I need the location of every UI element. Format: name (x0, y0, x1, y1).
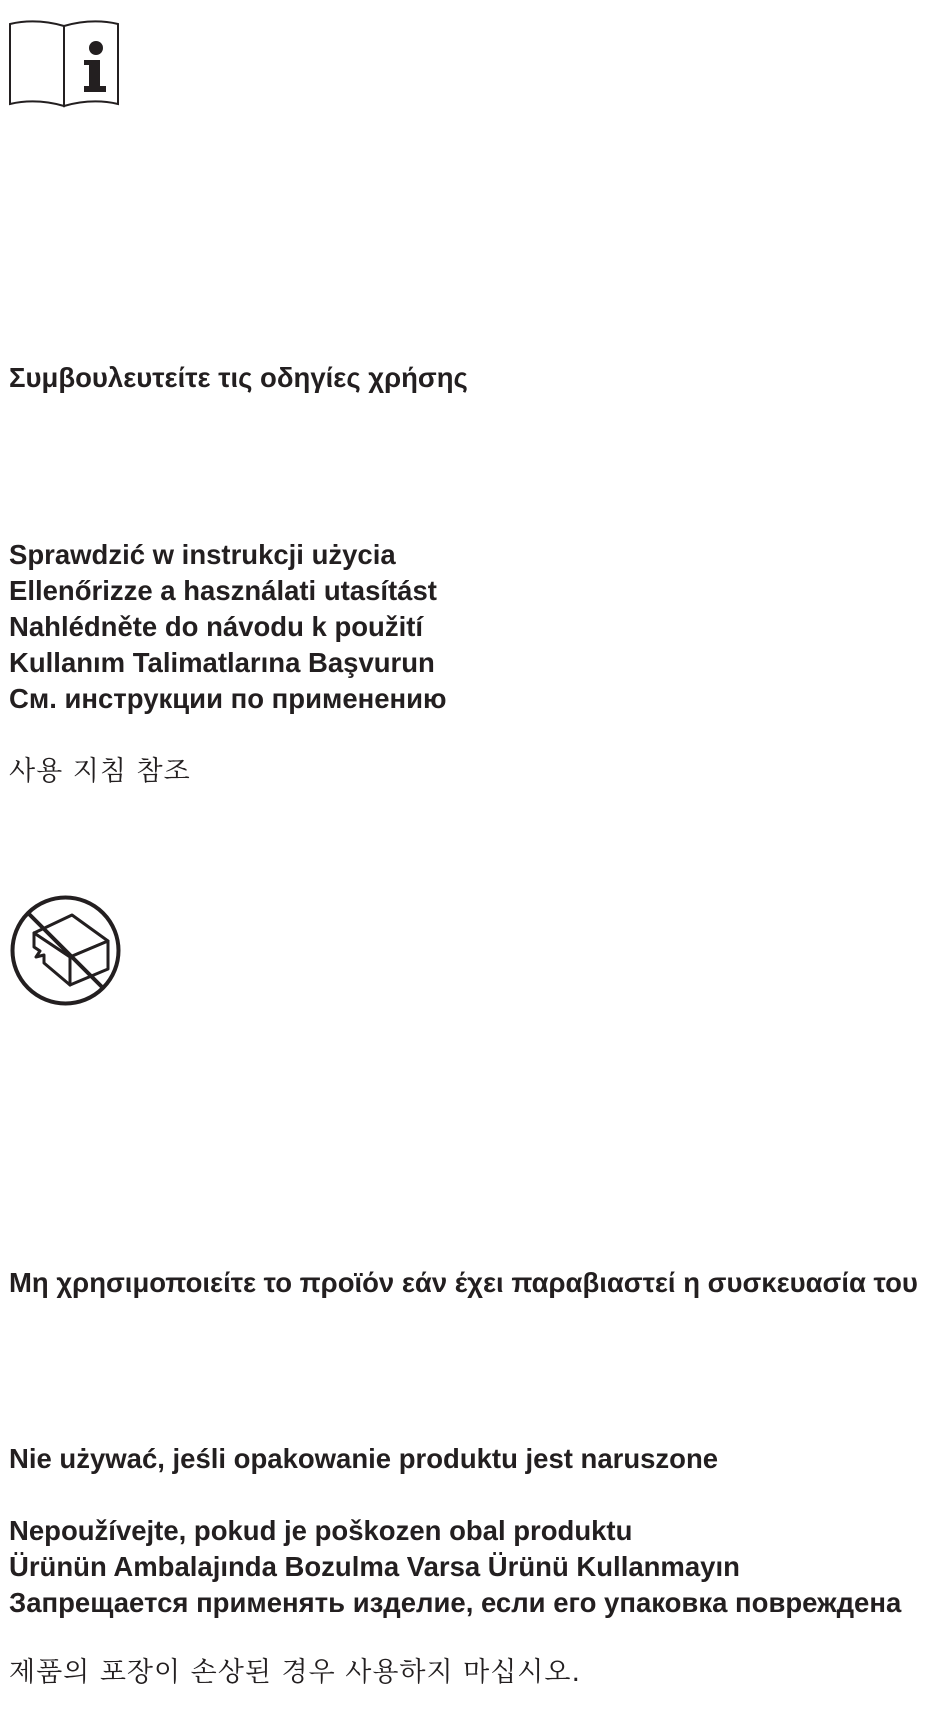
consult-instructions-polish: Sprawdzić w instrukcji użycia (9, 539, 396, 570)
do-not-use-greek: Μη χρησιμοποιείτε το προϊόν εάν έχει παραβιαστεί η συσκευασία του (9, 1267, 918, 1298)
do-not-use-korean: 제품의 포장이 손상된 경우 사용하지 마십시오. (9, 1657, 582, 1688)
do-not-use-if-damaged-icon (8, 893, 123, 1008)
do-not-use-turkish: Ürünün Ambalajında Bozulma Varsa Ürünü Kullanmayın (9, 1551, 740, 1582)
consult-instructions-russian: См. инструкции по применению (9, 683, 447, 714)
do-not-use-czech: Nepoužívejte, pokud je poškozen obal produktu (9, 1515, 633, 1546)
consult-instructions-turkish: Kullanım Talimatlarına Başvurun (9, 647, 435, 678)
consult-instructions-icon (8, 20, 120, 108)
consult-instructions-greek: Συμβουλευτείτε τις οδηγίες χρήσης (9, 362, 468, 393)
do-not-use-russian: Запрещается применять изделие, если его упаковка повреждена (9, 1587, 902, 1618)
do-not-use-polish: Nie używać, jeśli opakowanie produktu jest naruszone (9, 1443, 719, 1474)
consult-instructions-czech: Nahlédněte do návodu k použití (9, 611, 424, 642)
consult-instructions-hungarian: Ellenőrizze a használati utasítást (9, 575, 437, 606)
consult-instructions-korean: 사용 지침 참조 (9, 756, 191, 787)
